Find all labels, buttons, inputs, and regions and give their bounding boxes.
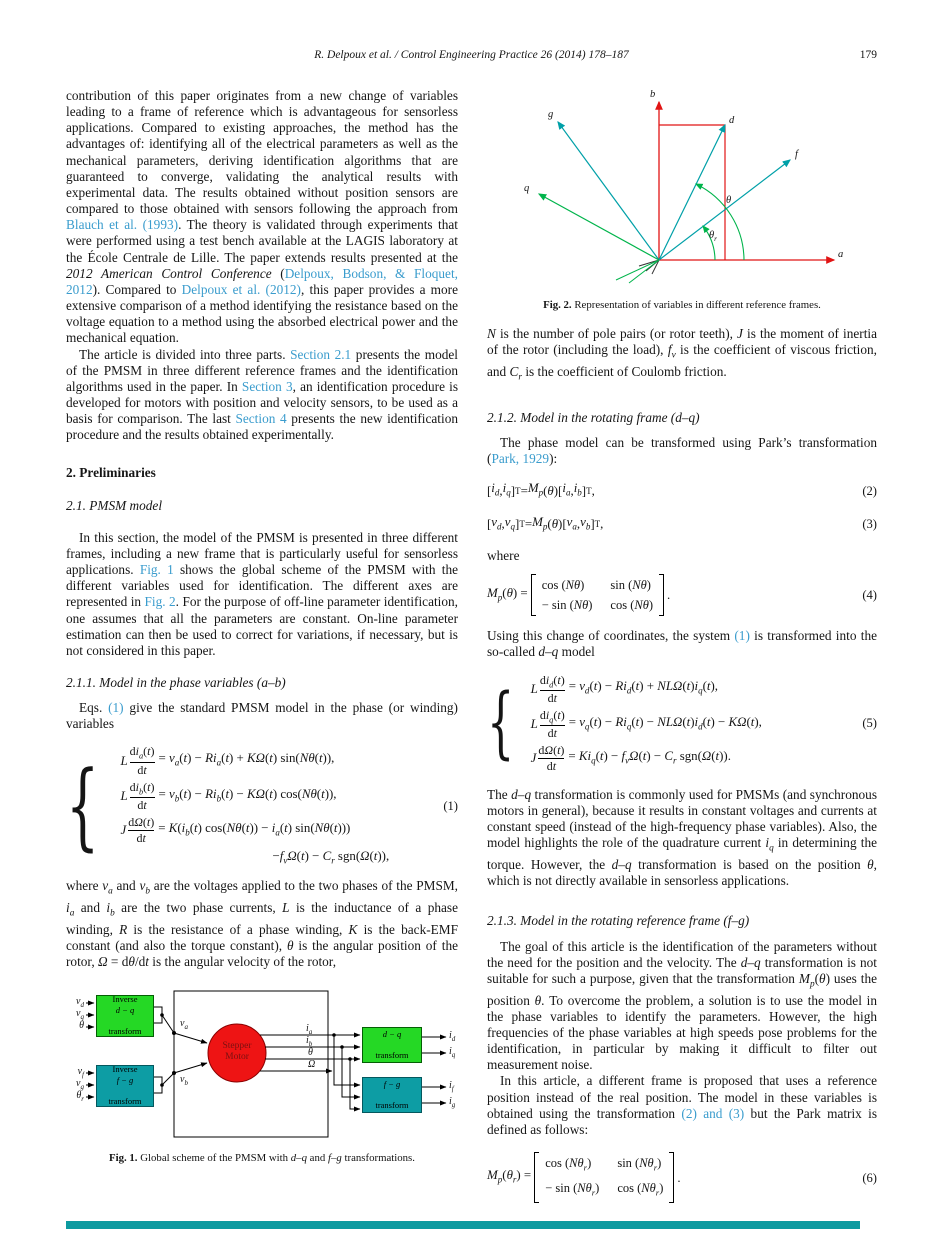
paragraph-new-frame [487,1073,877,1138]
fig1-label-if: $i_f$ [449,1079,454,1093]
matrix-grid [539,1152,669,1203]
text-run: , an identification procedure is developed for motors with position and velocity sensors, to be used as a basis for comparison. The last [66,378,458,427]
matrix-cell: − $\sin (N\theta_r)$ [545,1180,600,1198]
system-brace: { [66,750,100,861]
equation-line-continuation [268,848,435,869]
equation-4 [487,574,877,616]
paragraph-variable-definitions [66,878,458,970]
equation-2 [487,480,877,501]
fraction-denominator: dt [130,762,155,777]
fig1-vb-line [174,1063,207,1073]
equation-line [120,815,435,844]
fig1-label-iq: $i_q$ [449,1045,456,1059]
fraction [130,744,155,776]
fig1-switch-blade-va [162,1015,174,1033]
figure1-caption-text: Global scheme of the PMSM with d–q and f–g transformations. [140,1151,415,1164]
text-run: shows the global scheme of the PMSM with the different variables used for identification. The different axes are represented in [66,562,458,610]
fig1-block-inverse-fg-transform: Inverse f − g transform [96,1065,154,1107]
text-run: ). Compared to [92,281,182,297]
text-run: Using this change of coordinates, the system [487,628,735,644]
matrix-cell: $\cos (N\theta_r)$ [617,1180,664,1198]
fig1-switch-blade-vb [162,1073,174,1085]
fig2-label-f: f [795,149,798,160]
paragraph-introduction-continuation [66,88,458,347]
equation-link-1-ref[interactable]: (1) [734,628,750,644]
fig1-theta-tap [350,1059,360,1109]
text-run: . For the purpose of off-line parameter identification, one assumes that all the parameters are constant. On-line parameter estimation can then be used to correct for variations, if necessary, but is not considered in this paper. [66,594,458,658]
citation-link-delpoux-2012[interactable]: Delpoux et al. (2012) [181,281,301,297]
figure-link-1[interactable]: Fig. 1 [139,562,174,578]
equation-term: L [120,753,128,768]
citation-link-delpoux-bodson-floquet-2012[interactable]: Delpoux, Bodson, & Floquet, 2012 [66,265,458,297]
fig1-label-vg: $v_g$ [76,1077,84,1091]
fig2-diagram [512,90,852,290]
equation-5-lines [531,670,855,776]
fig1-va-line [174,1033,207,1043]
equation-lhs: $M_p(\theta)$ = [487,585,528,603]
fraction-denominator: dt [540,690,565,705]
fig1-label-vf: $v_f$ [77,1065,84,1079]
fig1-ib-tap [342,1047,360,1097]
equation-term: = $v_a(t) - Ri_a(t) + K\Omega(t)$ sin(Nθ(t)), [158,751,335,768]
paragraph-park-transformation [487,435,877,467]
equation-body [487,1152,681,1203]
text-run: The goal of this article is the identification of the parameters without the need for the position and the velocity. The d–q transformation is not suitable for such a purpose, given that the transformation $M_p(\theta)$ uses the position θ. To overcome the problem, a solution is to use the model in the phase variables to identify the parameters. However, the high frequencies of the phase variables at high speeds pose problems for the identification, in particular by making it difficult to filter out measurement noise. [487,938,877,1073]
equation-lhs: $M_p(\theta_r)$ = [487,1168,532,1185]
fig1-label-va: $v_a$ [180,1017,188,1031]
matrix-right-bracket [659,574,664,616]
fig2-axis-q [539,194,659,260]
figure2-caption-text: Representation of variables in different reference frames. [574,299,821,311]
text-run: where $v_a$ and $v_b$ are the voltages applied to the two phases of the PMSM, $i_a$ and $i_b$ are the two phase currents, L is the inductance of a phase winding, R is the resistance of a phase winding, K is the back-EMF constant (and also the torque constant), θ is the angular position of the rotor, Ω = dθ/dt is the angular velocity of the rotor, [66,878,458,970]
matrix [534,1152,674,1203]
equation-1 [66,741,458,871]
text-run: is transformed into the so-called d–q model [487,628,877,660]
paragraph-coordinates-change [487,628,877,660]
running-head-text: R. Delpoux et al. / Control Engineering Practice 26 (2014) 178–187 [314,49,629,61]
fraction-numerator: dΩ(t) [128,815,155,830]
equation-body: [ $v_d$ , $v_q$ ] T = $M_p$ ( θ )[ $v_a$ , $v_b$ ] T , [487,515,604,532]
text-run: ): [549,451,558,467]
equation-line [531,708,855,740]
fig1-label-omega: Ω [308,1058,316,1070]
fig2-label-q: q [524,183,530,194]
equation-6 [487,1152,877,1203]
paragraph-eqs-intro [66,700,458,732]
text-run: The phase model can be transformed using Park’s transformation ( [487,434,877,467]
section-heading-preliminaries: 2. Preliminaries [66,465,156,481]
equation-line [531,673,855,705]
fig2-label-theta: θ [726,195,732,206]
fig2-axis-g [558,122,659,260]
figure-2 [512,90,852,290]
matrix-cell: $\sin (N\theta_r)$ [617,1156,662,1173]
text-run: give the standard PMSM model in the phase (or winding) variables [66,700,458,732]
fig1-block-inverse-dq-transform: Inverse d − q transform [96,995,154,1037]
equation-3 [487,514,877,535]
section-link-3[interactable]: Section 3 [241,378,293,394]
fig1-label-vq: $v_q$ [76,1007,84,1021]
subsubsection-heading-phase-variables: 2.1.1. Model in the phase variables (a–b) [66,675,286,690]
fig1-ia-tap [334,1035,360,1085]
matrix-grid [536,574,659,616]
subsubsection-heading-rotating-reference-frame-fg: 2.1.3. Model in the rotating reference frame (f–g) [487,913,750,929]
paragraph-parameter-definitions [487,326,877,386]
citation-link-park-1929[interactable]: Park, 1929 [491,451,550,467]
subsection-heading-pmsm-model: 2.1. PMSM model [66,497,163,513]
bottom-accent-bar [66,1221,860,1229]
figure2-caption-label: Fig. 2. [543,299,572,311]
matrix-cell: − sin (Nθ) [541,598,593,613]
page-number: 179 [859,49,877,61]
equation-term: $-f_v\Omega(t) - C_r$ sgn(Ω(t)), [272,848,390,866]
fig2-label-g: g [548,109,554,120]
equation-term: = $K(i_b(t) \cos(N\theta(t)) - i_a(t)$ sin(Nθ(t))) [158,820,351,838]
equation-number: (6) [862,1170,877,1185]
fig1-block-dq-transform: d − q transform [362,1027,422,1063]
fig1-label-vd: $v_d$ [76,995,84,1009]
fig1-stepper-motor-label: Stepper Motor [222,1040,252,1062]
fraction-denominator: dt [540,725,565,740]
equation-number: (3) [862,517,877,532]
equation-term: J [530,751,537,766]
fig2-label-b: b [650,89,656,100]
figure-1 [66,989,462,1141]
text-run: presents the model of the PMSM in three different reference frames and the identification algorithms used in the paper. In [66,346,459,394]
text-run: The article is divided into three parts. [79,346,291,362]
equation-link-1[interactable]: (1) [108,700,124,716]
where-label: where [487,547,520,563]
fig1-label-id: $i_d$ [449,1029,456,1043]
fraction-numerator: $di_a(t)$ [129,744,155,761]
system-brace: { [487,677,515,768]
equation-5 [487,670,877,776]
fig1-label-theta-in: θ [79,1019,84,1031]
text-run: Eqs. [79,700,109,716]
fraction-denominator: dt [128,830,154,845]
paragraph-dq-discussion [487,787,877,890]
fraction [540,673,565,705]
equation-body: [ $i_d$ , $i_q$ ] T = $M_p$ ( θ )[ $i_a$ , $i_b$ ] T , [487,481,595,498]
fig2-label-theta-r: $\theta_r$ [709,230,718,244]
section-link-4[interactable]: Section 4 [235,411,287,427]
equation-term: = $Ki_q(t) - f_v\Omega(t) - C_r$ sgn(Ω(t)). [568,748,731,766]
fraction [538,743,564,772]
matrix-right-bracket [669,1152,674,1203]
citation-link-blauch-1993[interactable]: Blauch et al. (1993) [66,217,179,233]
equation-term: L [530,681,538,696]
fraction-numerator: $di_q(t)$ [539,707,565,725]
figure-link-2[interactable]: Fig. 2 [144,594,176,610]
equation-number: (2) [862,483,877,498]
page-header [66,49,877,61]
equation-1-lines [120,741,435,871]
equation-term: L [120,789,128,804]
equation-line [531,743,855,772]
subsubsection-heading-rotating-frame-dq: 2.1.2. Model in the rotating frame (d–q) [487,409,700,425]
fig2-angle-theta-arc [696,184,744,260]
fig1-label-ia: $i_a$ [306,1022,313,1036]
section-link-2-1[interactable]: Section 2.1 [290,346,352,362]
fig2-label-a: a [838,249,844,260]
fraction [128,815,154,844]
equation-tail: . [667,587,671,602]
text-run: but the Park matrix is defined as follows: [487,1105,877,1137]
equation-number: (5) [862,715,877,730]
equation-line [120,780,435,812]
equation-term: = $v_q(t) - Ri_q(t) - NL\Omega(t)i_d(t) - K\Omega(t)$, [568,714,762,732]
matrix-cell: sin (Nθ) [610,577,651,592]
figure1-caption [66,1151,458,1165]
equation-term: L [530,717,538,732]
text-run: presents the new identification procedure and the results obtained experimentally. [66,411,458,443]
fraction-denominator: dt [130,797,155,812]
left-column [66,88,458,1165]
fig1-label-thetar-in: $\theta_r$ [76,1089,84,1103]
fraction-numerator: dΩ(t) [538,743,565,758]
text-run: In this section, the model of the PMSM is presented in three different frames, including a new frame that is particularly useful for sensorless applications. [66,529,458,578]
paragraph-goal [487,939,877,1074]
fig1-label-theta: θ [308,1046,313,1058]
equation-number: (1) [443,799,458,814]
figure1-caption-label: Fig. 1. [109,1151,138,1164]
text-run: In this article, a different frame is proposed that uses a reference position instead of the real position. The model in these variables is obtained using the transformation [487,1073,877,1121]
equation-line [120,744,435,776]
equation-tail: . [677,1170,681,1185]
fig1-label-ig: $i_g$ [449,1095,456,1109]
figure2-caption [487,298,877,312]
text-run: contribution of this paper originates from a new change of variables leading to a frame of reference which is advantageous for sensorless applications. Compared to existing approaches, the method has the advantages of: identifying all of the electrical parameters as well as the mechanical parameters, deriving identification algorithms that are guaranteed to converge, validating the analytical results with experimental data. The results obtained without position sensors are compared to those obtained with sensors following the approach from [66,88,458,217]
equation-term: J [120,822,127,837]
paragraph-pmsm-overview [66,530,458,659]
fig1-label-vb: $v_b$ [180,1073,188,1087]
fig1-label-ib: $i_b$ [306,1034,313,1048]
text-run: N is the number of pole pairs (or rotor teeth), J is the moment of inertia of the rotor (including the load), $f_v$ is the coefficient of viscous friction, and $C_r$ is the coefficient of Coulomb friction. [487,326,877,383]
fig1-block-fg-transform: f − g transform [362,1077,422,1113]
fraction-numerator: $di_b(t)$ [129,779,155,797]
paragraph-article-structure [66,347,458,444]
equation-link-2-and-3[interactable]: (2) and (3) [681,1105,745,1121]
matrix [531,574,664,616]
fraction-numerator: $di_d(t)$ [539,672,565,689]
text-run: , this paper provides a more extensive comparison of a method identifying the resistance based on the voltage equation to a method using the absorbed electrical power and the mechanical equation. [66,281,459,346]
fig2-label-d: d [729,115,735,126]
matrix-cell: cos (Nθ) [541,577,585,592]
right-column [487,88,877,1203]
equation-term: = $v_b(t) - Ri_b(t) - K\Omega(t)$ cos(Nθ(t)), [158,786,337,804]
fraction [540,708,565,740]
matrix-cell: cos (Nθ) [610,598,654,613]
equation-body [487,574,670,616]
equation-number: (4) [862,587,877,602]
fraction-denominator: dt [538,758,564,773]
equation-term: = $v_d(t) - Ri_d(t) + NL\Omega(t)i_q(t)$, [568,679,719,696]
text-run: The d–q transformation is commonly used for PMSMs (and synchronous motors in general), because it results in constant voltages and currents at constant speed (instead of the high-frequency phase variables). Also, the model highlights the role of the quadrature current $i_q$ in determining the torque. However, the d–q transformation is based on the position θ, which is not directly available in sensorless applications. [487,786,878,889]
matrix-cell: $\cos (N\theta_r)$ [545,1156,592,1173]
fraction [130,780,155,812]
text-run: . The theory is validated through experiments that were performed using a test bench available at the LAGIS laboratory at the École Centrale de Lille. The paper extends results presented at the 2012 American Control Conference ( [66,217,458,281]
